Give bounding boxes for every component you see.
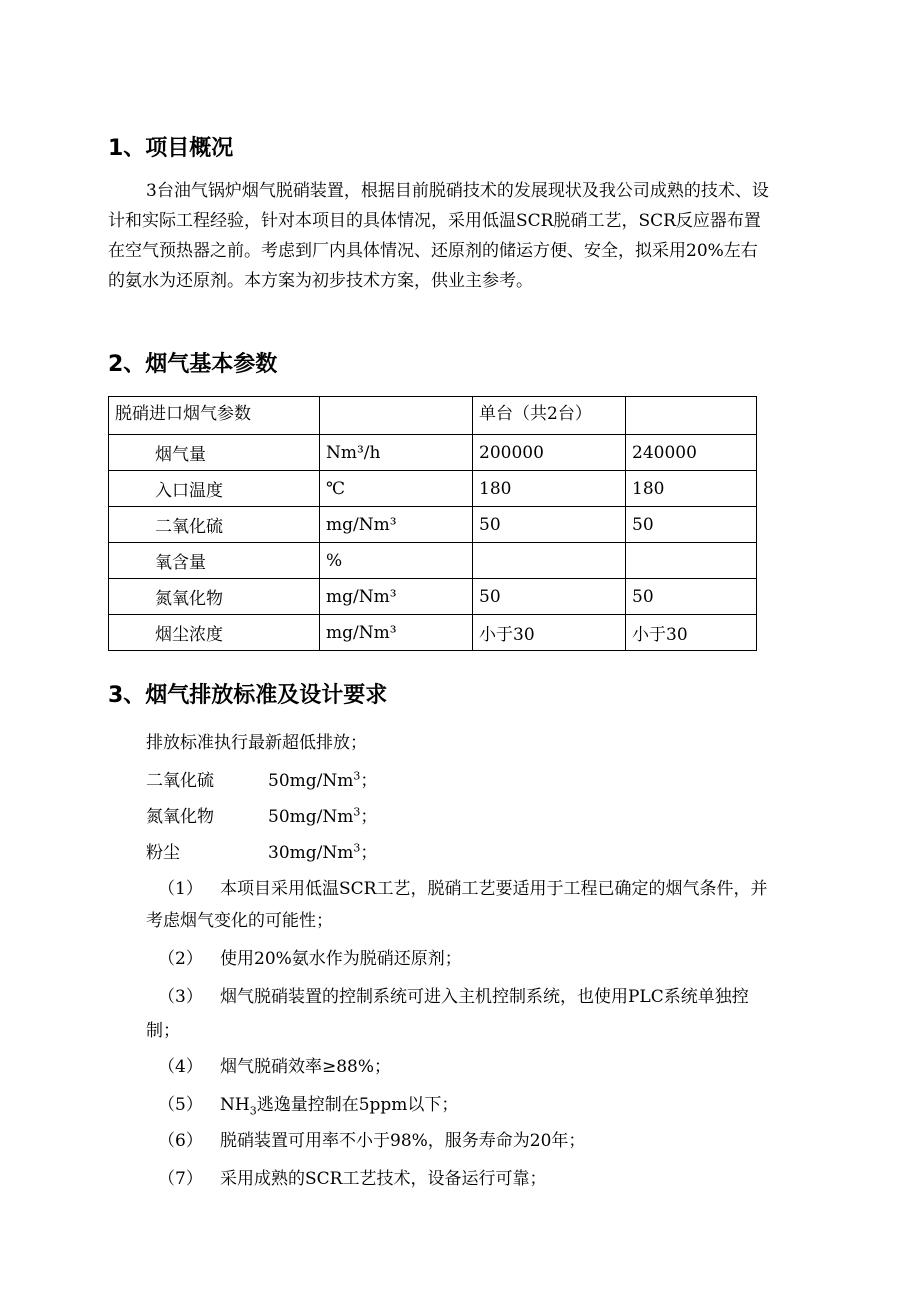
param-value-1: 200000 [473,435,626,471]
requirement-continuation: 制； [146,1021,180,1041]
table-row [109,435,757,471]
param-value-1 [473,543,626,579]
requirement-number: （4） [158,1057,203,1077]
requirement-text: 采用成熟的SCR工艺技术，设备运行可靠； [220,1169,547,1189]
requirement-text: $NH_3$逃逸量控制在5ppm以下； [220,1095,459,1118]
flue-gas-parameters-table [108,396,757,651]
limit-name: 二氧化硫 [146,771,214,791]
requirement-number: （3） [158,987,203,1007]
emission-standard-intro: 排放标准执行最新超低排放； [146,733,367,753]
section-1-paragraph [108,176,832,296]
table-row [109,471,757,507]
requirement-text: 本项目采用低温SCR工艺，脱硝工艺要适用于工程已确定的烟气条件，并 [220,879,768,899]
table-row [109,543,757,579]
table-row [109,615,757,651]
param-unit: ℃ [320,471,473,507]
section-2-heading: 2、烟气基本参数 [108,352,278,377]
requirement-number: （6） [158,1131,203,1151]
param-name: 入口温度 [109,471,320,507]
limit-value: 50mg/Nm$^3$； [268,805,378,827]
limit-value: 30mg/Nm$^3$； [268,841,378,863]
param-value-1: 50 [473,507,626,543]
requirement-text: 烟气脱硝装置的控制系统可进入主机控制系统，也使用PLC系统单独控 [220,987,749,1007]
param-name: 氧含量 [109,543,320,579]
param-unit: mg/Nm³ [320,579,473,615]
param-value-1: 50 [473,579,626,615]
table-header-row [109,397,757,435]
paragraph-line: 3台油气锅炉烟气脱硝装置，根据目前脱硝技术的发展现状及我公司成熟的技术、设 [146,181,769,201]
param-value-2: 50 [626,579,757,615]
param-unit: Nm³/h [320,435,473,471]
requirement-text: 使用20%氨水作为脱硝还原剂； [220,949,462,969]
paragraph-line: 在空气预热器之前。考虑到厂内具体情况、还原剂的储运方便、安全，拟采用20%左右 [108,241,758,261]
param-name: 烟气量 [109,435,320,471]
param-unit: % [320,543,473,579]
limit-name: 氮氧化物 [146,807,214,827]
section-3-heading: 3、烟气排放标准及设计要求 [108,683,388,708]
param-value-2: 小于30 [626,615,757,651]
table-row [109,507,757,543]
header-cell: 单台（共2台） [473,397,626,435]
requirement-text: 烟气脱硝效率≥88%； [220,1057,392,1077]
param-name: 氮氧化物 [109,579,320,615]
requirement-number: （7） [158,1169,203,1189]
paragraph-line: 计和实际工程经验，针对本项目的具体情况，采用低温SCR脱硝工艺，SCR反应器布置 [108,211,761,231]
param-unit: mg/Nm³ [320,615,473,651]
requirement-text: 脱硝装置可用率不小于98%，服务寿命为20年； [220,1131,586,1151]
limit-value: 50mg/Nm$^3$； [268,769,378,791]
param-name: 烟尘浓度 [109,615,320,651]
param-value-2: 240000 [626,435,757,471]
requirement-number: （5） [158,1095,203,1115]
paragraph-line: 的氨水为还原剂。本方案为初步技术方案，供业主参考。 [108,271,533,291]
param-value-2: 180 [626,471,757,507]
table-row [109,579,757,615]
header-cell [320,397,473,435]
limit-name: 粉尘 [146,843,180,863]
param-value-1: 小于30 [473,615,626,651]
header-cell [626,397,757,435]
requirement-continuation: 考虑烟气变化的可能性； [146,911,333,931]
param-name: 二氧化硫 [109,507,320,543]
param-value-2: 50 [626,507,757,543]
param-value-1: 180 [473,471,626,507]
header-cell: 脱硝进口烟气参数 [109,397,320,435]
param-unit: mg/Nm³ [320,507,473,543]
requirement-number: （2） [158,949,203,969]
requirement-number: （1） [158,879,203,899]
section-1-heading: 1、项目概况 [108,136,234,161]
param-value-2 [626,543,757,579]
